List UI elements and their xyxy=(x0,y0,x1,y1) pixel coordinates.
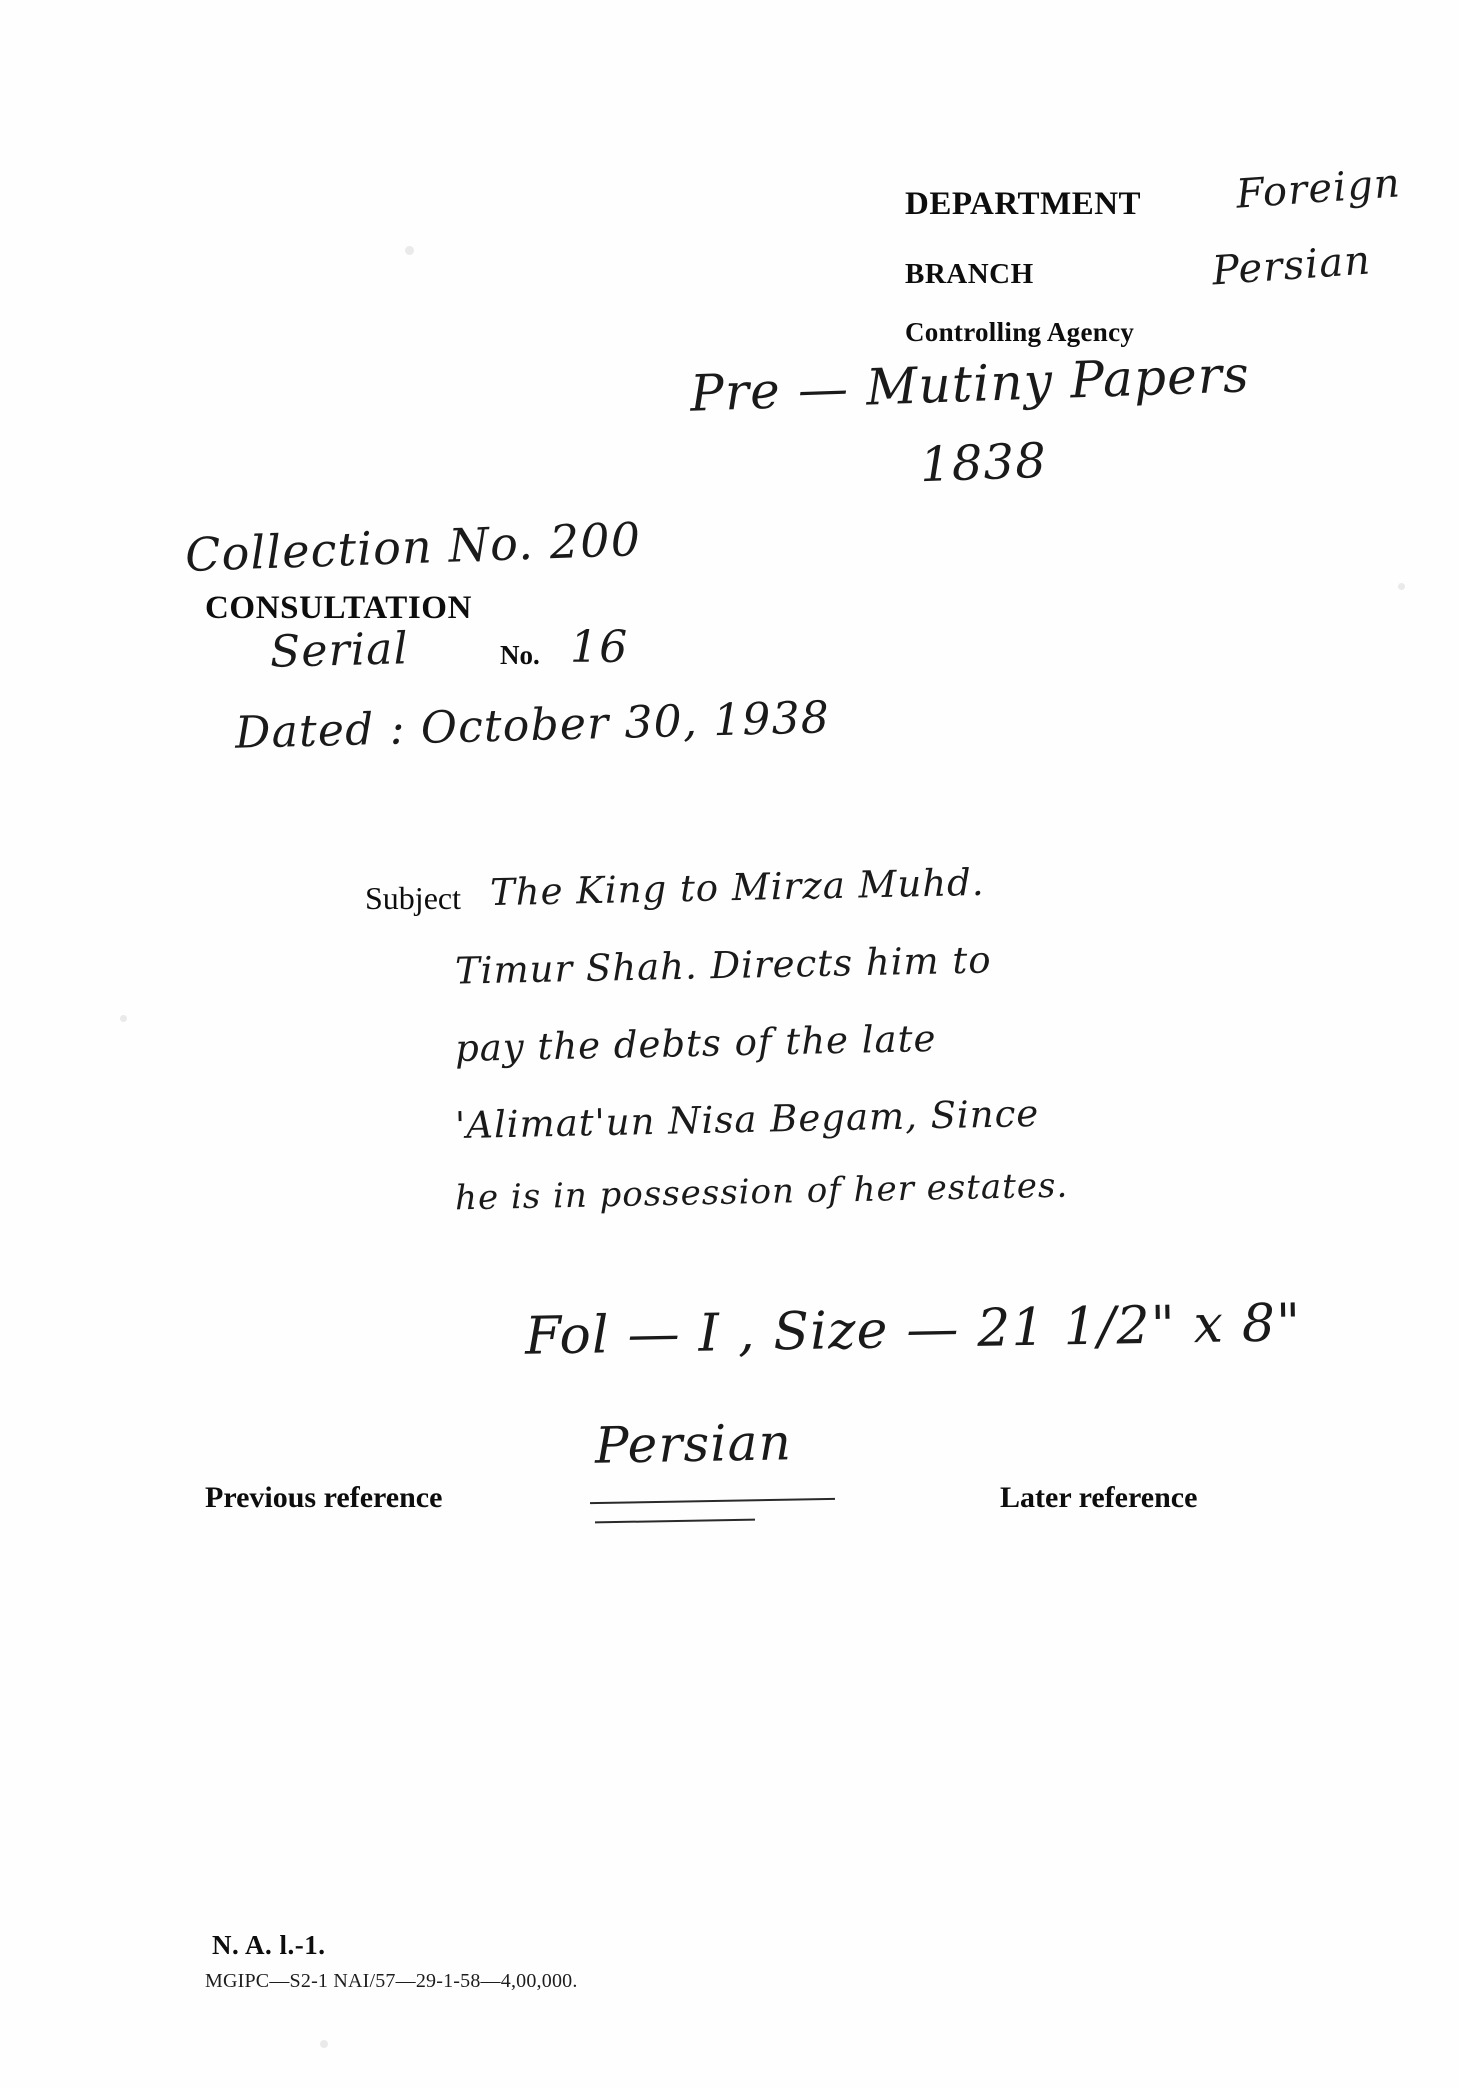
subject-line: The King to Mirza Muhd. xyxy=(489,860,985,915)
subject-line: 'Alimat'un Nisa Begam, Since xyxy=(454,1091,1040,1148)
collection-number-value: Collection No. 200 xyxy=(184,512,643,582)
department-label: DEPARTMENT xyxy=(905,186,1142,222)
subject-line: he is in possession of her estates. xyxy=(454,1165,1069,1219)
controlling-agency-value: Pre — Mutiny Papers xyxy=(689,345,1251,423)
controlling-agency-label: Controlling Agency xyxy=(905,317,1135,347)
dated-value: Dated : October 30, 1938 xyxy=(234,692,831,759)
serial-number-value: 16 xyxy=(570,622,629,673)
serial-word: Serial xyxy=(269,623,410,678)
controlling-agency-year: 1838 xyxy=(919,432,1048,494)
language-note-underline xyxy=(595,1519,755,1524)
printer-imprint: MGIPC—S2-1 NAI/57—29-1-58—4,00,000. xyxy=(205,1970,578,1992)
folio-size-note: Fol — I , Size — 21 1/2" x 8" xyxy=(524,1293,1302,1367)
scan-blemish xyxy=(405,246,414,255)
scan-blemish xyxy=(320,2040,328,2048)
serial-no-label: No. xyxy=(500,640,540,670)
form-code-label: N. A. l.-1. xyxy=(212,1930,326,1960)
subject-line: pay the debts of the late xyxy=(454,1016,937,1071)
later-reference-label: Later reference xyxy=(1000,1481,1198,1514)
subject-line: Timur Shah. Directs him to xyxy=(454,938,992,993)
scan-blemish xyxy=(120,1015,127,1022)
language-note: Persian xyxy=(594,1413,793,1475)
consultation-label: CONSULTATION xyxy=(205,590,472,626)
previous-reference-label: Previous reference xyxy=(205,1481,443,1514)
scan-blemish xyxy=(1398,583,1405,590)
branch-value: Persian xyxy=(1210,237,1373,295)
branch-label: BRANCH xyxy=(905,258,1034,290)
department-value: Foreign xyxy=(1234,160,1403,218)
language-note-underline xyxy=(590,1498,835,1504)
subject-label: Subject xyxy=(365,880,461,916)
